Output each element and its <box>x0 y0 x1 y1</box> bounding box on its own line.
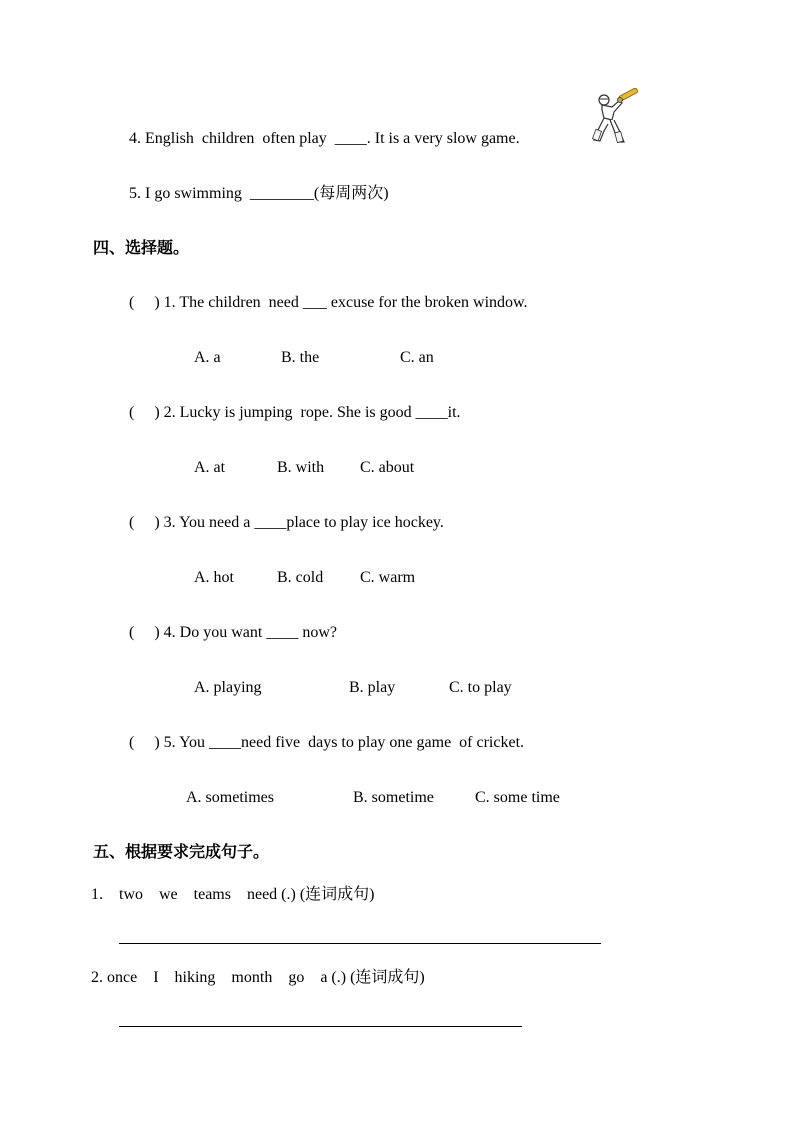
question-5-option-c: C. some time <box>475 789 560 806</box>
question-5-stem: ( ) 5. You ____need five days to play one game of cricket. <box>129 734 525 751</box>
question-2-stem: ( ) 2. Lucky is jumping rope. She is good ____it. <box>129 404 461 421</box>
cricket-player-illustration <box>584 88 642 146</box>
question-4-stem: ( ) 4. Do you want ____ now? <box>129 624 337 641</box>
answer-line-1 <box>119 943 601 944</box>
question-1-option-c: C. an <box>400 349 434 366</box>
sentence-item-1: 1. two we teams need (.) (连词成句) <box>91 886 375 903</box>
answer-line-2 <box>119 1026 522 1027</box>
question-3-option-c: C. warm <box>360 569 416 586</box>
sentence-item-2: 2. once I hiking month go a (.) (连词成句) <box>91 969 425 986</box>
question-3-option-a: A. hot <box>194 569 234 586</box>
question-1-option-b: B. the <box>281 349 320 366</box>
question-5-option-a: A. sometimes <box>186 789 274 806</box>
section-5-heading: 五、根据要求完成句子。 <box>93 844 270 861</box>
question-2-option-a: A. at <box>194 459 226 476</box>
question-3-option-b: B. cold <box>277 569 324 586</box>
question-1-stem: ( ) 1. The children need ___ excuse for the broken window. <box>129 294 528 311</box>
fill-in-item-4: 4. English children often play ____. It is a very slow game. <box>129 130 520 147</box>
question-4-option-a: A. playing <box>194 679 262 696</box>
fill-in-item-5: 5. I go swimming ________(每周两次) <box>129 185 389 202</box>
section-4-heading: 四、选择题。 <box>93 240 190 257</box>
question-2-option-c: C. about <box>360 459 415 476</box>
question-5-option-b: B. sometime <box>353 789 434 806</box>
question-4-option-b: B. play <box>349 679 396 696</box>
question-1-option-a: A. a <box>194 349 221 366</box>
question-3-stem: ( ) 3. You need a ____place to play ice hockey. <box>129 514 444 531</box>
question-4-option-c: C. to play <box>449 679 512 696</box>
question-2-option-b: B. with <box>277 459 325 476</box>
